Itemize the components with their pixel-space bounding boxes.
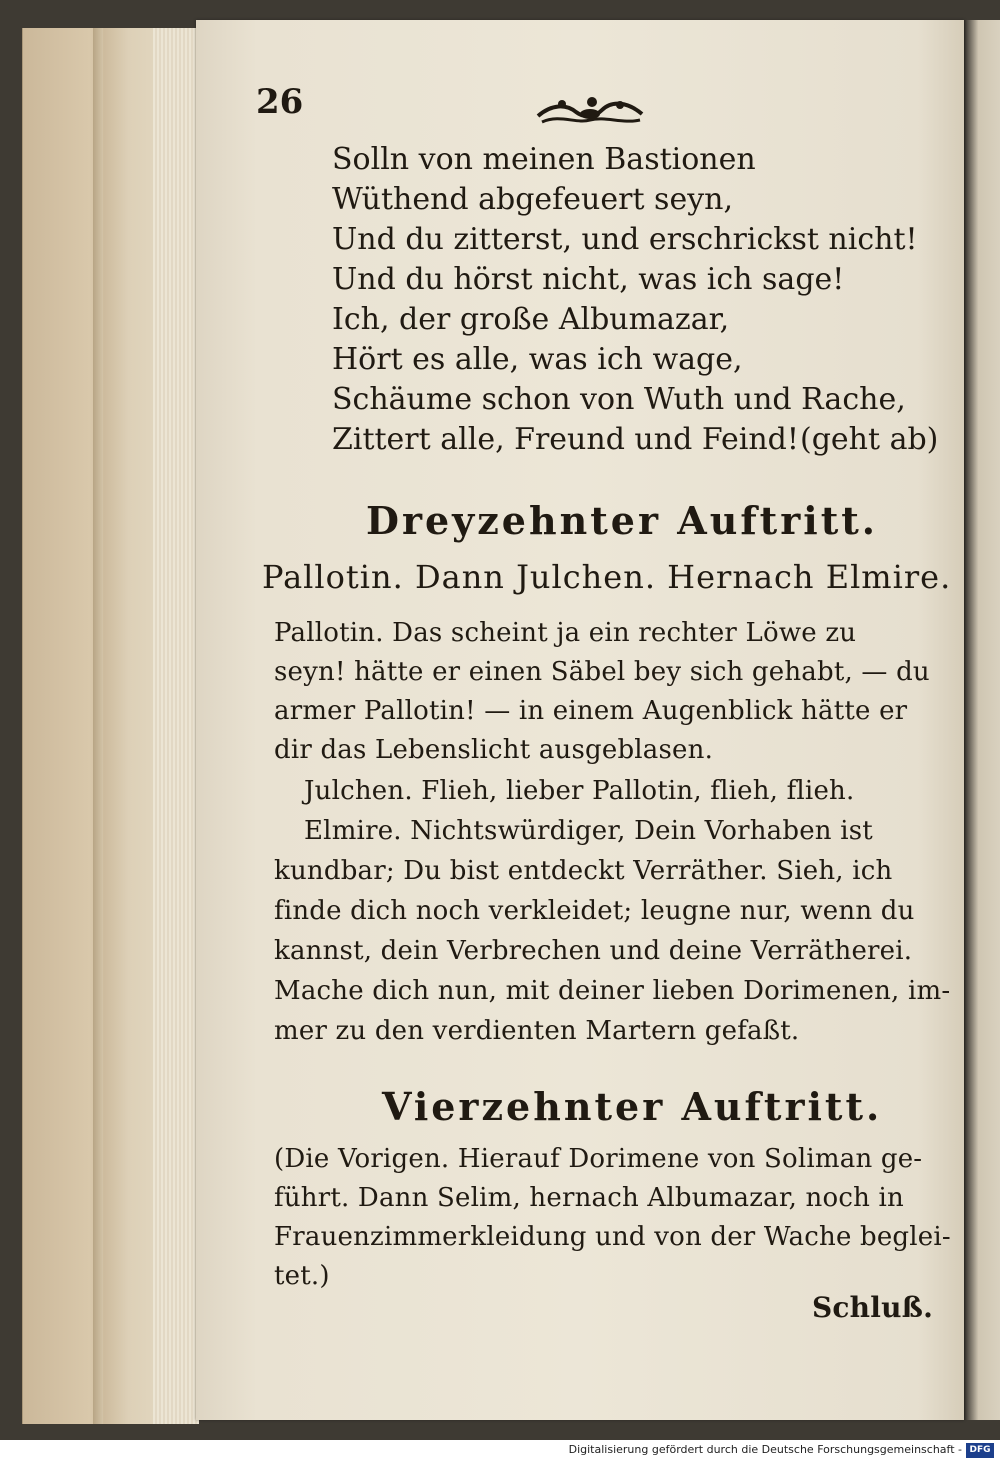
dialogue-line: Pallotin. Das scheint ja ein rechter Löwe zu (274, 618, 857, 648)
end-mark: Schluß. (812, 1291, 934, 1324)
dialogue-line: mer zu den verdienten Martern gefaßt. (274, 1016, 800, 1046)
dfg-logo: DFG (966, 1443, 994, 1458)
scene-heading: Dreyzehnter Auftritt. (366, 498, 879, 543)
dialogue-line: seyn! hätte er einen Säbel bey sich gehabt, — du (274, 657, 930, 687)
stage-direction-line: (Die Vorigen. Hierauf Dorimene von Soliman ge- (274, 1144, 923, 1174)
dialogue-line: Elmire. Nichtswürdiger, Dein Vorhaben ist (304, 816, 873, 846)
verse-line: Zittert alle, Freund und Feind! (332, 422, 799, 457)
verse-line: Schäume schon von Wuth und Rache, (332, 382, 906, 417)
verse-line: Und du zitterst, und erschrickst nicht! (332, 222, 918, 257)
book-page (196, 20, 964, 1420)
stage-direction-line: führt. Dann Selim, hernach Albumazar, noch in (274, 1183, 904, 1213)
book-page-edges (22, 28, 199, 1424)
dialogue-line: finde dich noch verkleidet; leugne nur, wenn du (274, 896, 915, 926)
dialogue-line: armer Pallotin! — in einem Augenblick hätte er (274, 696, 908, 726)
footer-bar (0, 1440, 1000, 1462)
dialogue-line: kundbar; Du bist entdeckt Verräther. Sieh, ich (274, 856, 893, 886)
stage-direction-line: Frauenzimmerkleidung und von der Wache beglei- (274, 1222, 951, 1252)
dialogue-line: Mache dich nun, mit deiner lieben Dorimenen, im- (274, 976, 951, 1006)
dialogue-line: kannst, dein Verbrechen und deine Verrätherei. (274, 936, 913, 966)
stage-direction-line: tet.) (274, 1261, 330, 1291)
stage-direction: (geht ab) (800, 422, 939, 457)
verse-line: Ich, der große Albumazar, (332, 302, 730, 337)
funding-credit: Digitalisierung gefördert durch die Deutsche Forschungsgemeinschaft - (568, 1443, 962, 1456)
verse-line: Wüthend abgefeuert seyn, (332, 182, 734, 217)
dialogue-line: dir das Lebenslicht ausgeblasen. (274, 735, 714, 765)
facing-page-edge (964, 20, 1000, 1420)
verse-line: Und du hörst nicht, was ich sage! (332, 262, 845, 297)
dialogue-line: Julchen. Flieh, lieber Pallotin, flieh, flieh. (304, 776, 855, 806)
verse-line: Solln von meinen Bastionen (332, 142, 756, 177)
scene-characters: Pallotin. Dann Julchen. Hernach Elmire. (262, 558, 952, 596)
scene-heading: Vierzehnter Auftritt. (382, 1084, 883, 1129)
verse-line: Hört es alle, was ich wage, (332, 342, 743, 377)
page-number: 26 (256, 82, 304, 122)
printers-ornament (532, 90, 648, 130)
